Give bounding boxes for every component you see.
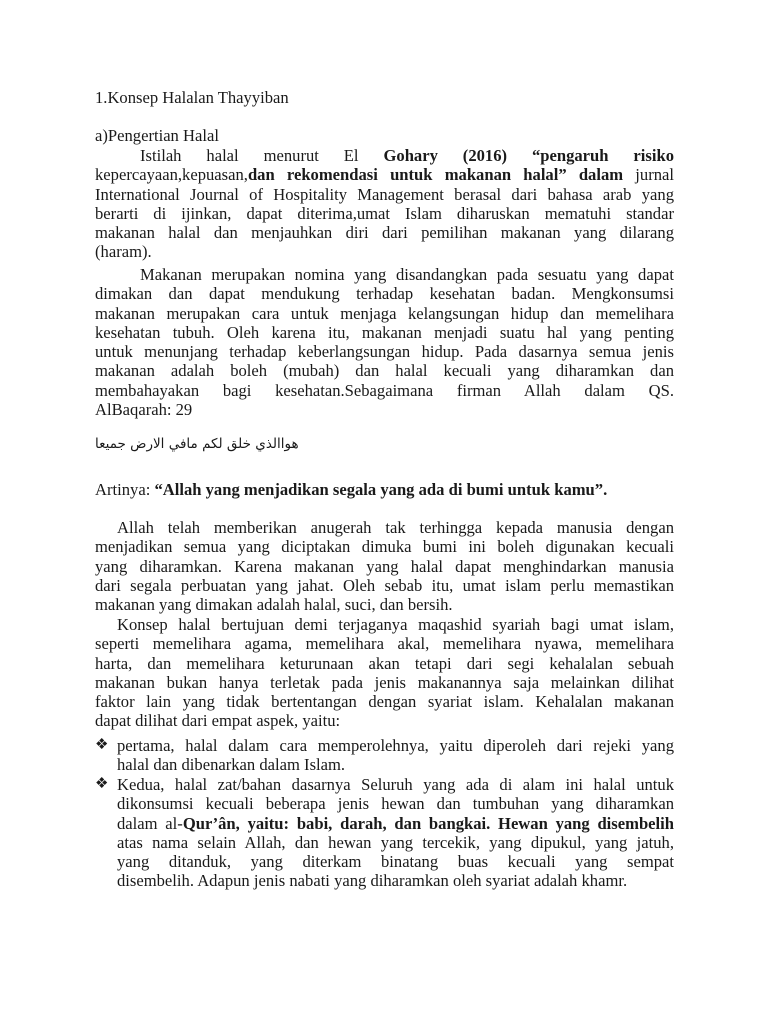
list-bullet-icon: ❖ xyxy=(95,737,109,753)
text-line: AlBaqarah: 29 xyxy=(95,400,193,420)
paragraph-pengertian-halal xyxy=(95,146,674,262)
text-line xyxy=(95,223,674,242)
text-run: jurnal xyxy=(623,165,674,185)
text-line: yang diharamkan. Karena makanan yang halal dapat menghindarkan manusia xyxy=(95,556,674,576)
translation-label: Artinya: xyxy=(95,480,151,499)
text-line: membahayakan bagi kesehatan.Sebagaimana firman Allah dalam QS. xyxy=(95,380,674,400)
text-line: halal dan dibenarkan dalam Islam. xyxy=(117,755,346,775)
text-run: Kedua, halal zat/bahan dasarnya Seluruh yang ada di alam ini halal untuk xyxy=(117,775,674,794)
text-run: dikonsumsi kecuali beberapa jenis hewan dan tumbuhan yang diharamkan xyxy=(117,794,674,814)
text-run: berarti di ijinkan, dapat diterima,umat Islam diharuskan mematuhi standar xyxy=(95,203,674,223)
text-line xyxy=(117,814,674,833)
section-heading xyxy=(95,88,674,107)
text-line xyxy=(95,146,674,165)
text-run: makanan halal dan menjauhkan diri dari pemilihan makanan yang dilarang xyxy=(95,223,674,243)
text-line xyxy=(95,185,674,204)
text-run: kepercayaan,kepuasan, xyxy=(95,165,248,185)
text-line: kesehatan tubuh. Oleh karena itu, makanan menjadi suatu hal yang penting xyxy=(95,322,674,342)
text-line: makanan yang dimakan adalah halal, suci, dan bersih. xyxy=(95,595,453,615)
text-line: menjadikan semua yang diciptakan dimuka bumi ini boleh digunakan kecuali xyxy=(95,537,674,557)
text-line: untuk menunjang terhadap keberlangsungan hidup. Pada dasarnya semua jenis xyxy=(95,342,674,362)
translation-line xyxy=(95,480,674,499)
text-line xyxy=(95,242,674,261)
text-line xyxy=(117,833,674,852)
text-run: atas nama selain Allah, dan hewan yang tercekik, yang dipukul, yang jatuh, xyxy=(117,832,674,852)
text-line xyxy=(95,204,674,223)
paragraph-makanan xyxy=(95,265,674,419)
arabic-verse xyxy=(95,436,299,452)
bold-text-run: Gohary (2016) “pengaruh risiko xyxy=(383,146,674,165)
arabic-verse-text: هواالذي خلق لكم مافي الارض جميعا xyxy=(95,436,299,452)
paragraph-konsep-halal xyxy=(95,615,674,731)
list-bullet-icon: ❖ xyxy=(95,776,109,792)
text-line xyxy=(117,775,674,794)
text-run: dalam al- xyxy=(117,813,183,833)
text-line xyxy=(117,871,674,890)
text-line: Konsep halal bertujuan demi terjaganya maqashid syariah bagi umat islam, xyxy=(117,615,674,634)
text-line: pertama, halal dalam cara memperolehnya, yaitu diperoleh dari rejeki yang xyxy=(117,736,674,755)
text-run: Istilah halal menurut El xyxy=(140,146,384,165)
text-line: makanan merupakan cara untuk menjaga kelangsungan hidup dan memelihara xyxy=(95,303,674,323)
subheading-text: a)Pengertian Halal xyxy=(95,126,219,145)
bold-text-run: dan rekomendasi untuk makanan halal” dalam xyxy=(247,165,624,185)
text-line: dapat dilihat dari empat aspek, yaitu: xyxy=(95,711,341,731)
text-line: faktor lain yang tidak bertentangan dengan syariat islam. Kehalalan makanan xyxy=(95,692,674,712)
text-line: makanan bukan hanya terletak pada jenis makanannya saja melainkan dilihat xyxy=(95,672,674,692)
text-line: dimakan dan dapat mendukung terhadap kesehatan badan. Mengkonsumsi xyxy=(95,284,674,304)
translation-text: “Allah yang menjadikan segala yang ada di bumi untuk kamu”. xyxy=(150,480,608,499)
text-run: disembelih. Adapun jenis nabati yang diharamkan oleh syariat adalah khamr. xyxy=(117,871,628,891)
list-item-pertama xyxy=(117,736,674,775)
text-line xyxy=(117,852,674,871)
heading-text: 1.Konsep Halalan Thayyiban xyxy=(95,88,289,107)
text-line: Allah telah memberikan anugerah tak terhingga kepada manusia dengan xyxy=(117,518,674,537)
text-line: Makanan merupakan nomina yang disandangkan pada sesuatu yang dapat xyxy=(140,265,674,284)
subsection-heading xyxy=(95,126,674,145)
text-run: (haram). xyxy=(95,242,152,262)
text-line: seperti memelihara agama, memelihara akal, memelihara nyawa, memelihara xyxy=(95,634,674,654)
text-line: dari segala perbuatan yang jahat. Oleh sebab itu, umat islam perlu memastikan xyxy=(95,575,674,595)
text-line xyxy=(95,165,674,184)
text-line: harta, dan memelihara keturunaan akan tetapi dari segi kehalalan sebuah xyxy=(95,653,674,673)
text-line xyxy=(117,794,674,813)
text-run: International Journal of Hospitality Management berasal dari bahasa arab yang xyxy=(95,184,674,204)
text-line: makanan adalah boleh (mubah) dan halal kecuali yang diharamkan dan xyxy=(95,361,674,381)
list-item-kedua xyxy=(117,775,674,891)
paragraph-anugerah xyxy=(95,518,674,614)
text-run: yang ditanduk, yang diterkam binatang buas kecuali yang sempat xyxy=(117,852,674,872)
bold-text-run: Qur’ân, yaitu: babi, darah, dan bangkai. Hewan yang disembelih xyxy=(182,813,674,833)
